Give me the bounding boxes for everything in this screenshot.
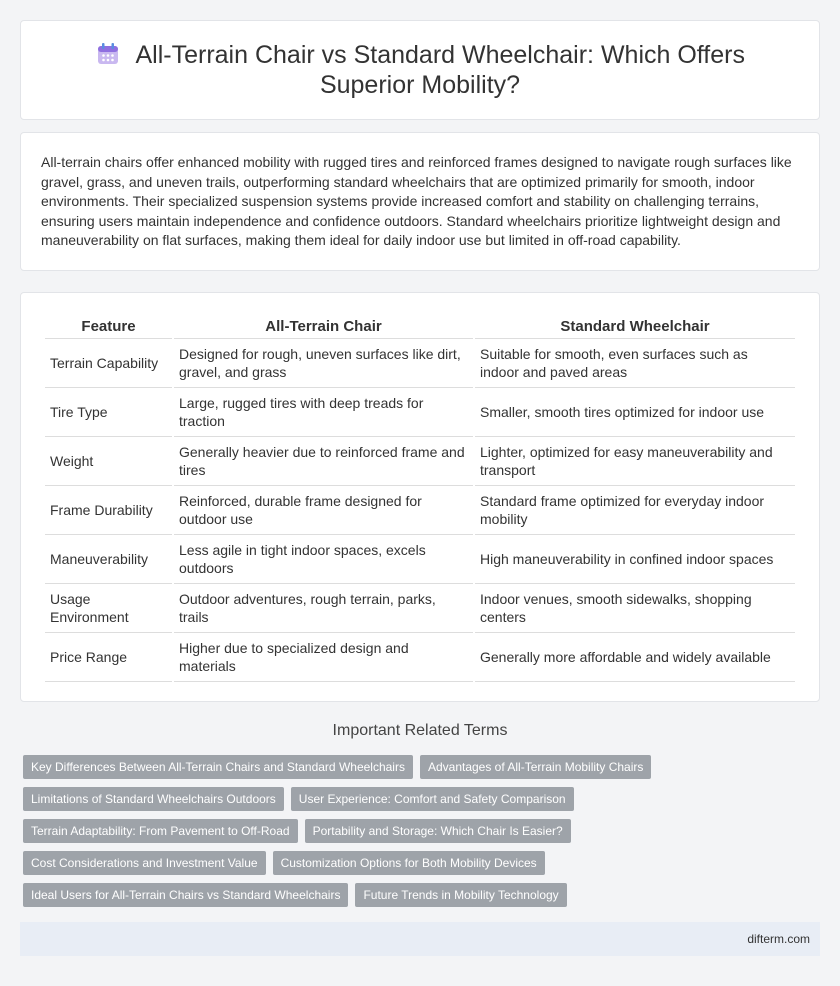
table-row bbox=[45, 388, 795, 437]
comparison-table-card bbox=[20, 292, 820, 702]
table-cell: Reinforced, durable frame designed for outdoor use bbox=[174, 486, 473, 535]
table-cell: Outdoor adventures, rough terrain, parks, trails bbox=[174, 584, 473, 633]
calendar-icon bbox=[95, 41, 121, 67]
table-cell: Smaller, smooth tires optimized for indoor use bbox=[475, 388, 795, 437]
table-row bbox=[45, 339, 795, 388]
table-cell: Standard frame optimized for everyday indoor mobility bbox=[475, 486, 795, 535]
related-term-link[interactable]: Terrain Adaptability: From Pavement to Off-Road bbox=[23, 819, 298, 843]
table-cell: High maneuverability in confined indoor spaces bbox=[475, 535, 795, 584]
table-row bbox=[45, 437, 795, 486]
table-row bbox=[45, 633, 795, 682]
related-term-link[interactable]: Portability and Storage: Which Chair Is Easier? bbox=[305, 819, 571, 843]
table-cell: Designed for rough, uneven surfaces like dirt, gravel, and grass bbox=[174, 339, 473, 388]
table-cell: Maneuverability bbox=[45, 535, 172, 584]
footer-site-name[interactable]: difterm.com bbox=[747, 932, 810, 946]
related-term-link[interactable]: Key Differences Between All-Terrain Chairs and Standard Wheelchairs bbox=[23, 755, 413, 779]
related-term-link[interactable]: Future Trends in Mobility Technology bbox=[355, 883, 566, 907]
table-row bbox=[45, 584, 795, 633]
related-term-link[interactable]: Ideal Users for All-Terrain Chairs vs Standard Wheelchairs bbox=[23, 883, 348, 907]
table-row bbox=[45, 486, 795, 535]
column-header: Standard Wheelchair bbox=[475, 313, 795, 339]
table-cell: Frame Durability bbox=[45, 486, 172, 535]
table-cell: Generally more affordable and widely available bbox=[475, 633, 795, 682]
intro-card bbox=[20, 132, 820, 271]
header-card bbox=[20, 20, 820, 120]
table-cell: Price Range bbox=[45, 633, 172, 682]
table-cell: Higher due to specialized design and materials bbox=[174, 633, 473, 682]
related-terms-title: Important Related Terms bbox=[332, 722, 508, 739]
related-term-link[interactable]: User Experience: Comfort and Safety Comparison bbox=[291, 787, 574, 811]
page-title: All-Terrain Chair vs Standard Wheelchair: Which Offers Superior Mobility? bbox=[135, 41, 745, 99]
related-term-link[interactable]: Customization Options for Both Mobility Devices bbox=[273, 851, 545, 875]
table-cell: Weight bbox=[45, 437, 172, 486]
column-header: Feature bbox=[45, 313, 172, 339]
column-header: All-Terrain Chair bbox=[174, 313, 473, 339]
table-cell: Tire Type bbox=[45, 388, 172, 437]
comparison-table bbox=[43, 313, 797, 682]
related-term-link[interactable]: Limitations of Standard Wheelchairs Outdoors bbox=[23, 787, 284, 811]
table-cell: Generally heavier due to reinforced frame and tires bbox=[174, 437, 473, 486]
table-cell: Suitable for smooth, even surfaces such as indoor and paved areas bbox=[475, 339, 795, 388]
related-term-link[interactable]: Cost Considerations and Investment Value bbox=[23, 851, 266, 875]
table-cell: Lighter, optimized for easy maneuverability and transport bbox=[475, 437, 795, 486]
title-wrap bbox=[60, 40, 780, 100]
table-cell: Less agile in tight indoor spaces, excels outdoors bbox=[174, 535, 473, 584]
related-term-link[interactable]: Advantages of All-Terrain Mobility Chairs bbox=[420, 755, 651, 779]
footer bbox=[20, 922, 820, 956]
table-row bbox=[45, 535, 795, 584]
table-cell: Terrain Capability bbox=[45, 339, 172, 388]
table-header-row bbox=[45, 313, 795, 339]
table-cell: Usage Environment bbox=[45, 584, 172, 633]
related-terms-list bbox=[23, 755, 823, 915]
table-cell: Indoor venues, smooth sidewalks, shopping centers bbox=[475, 584, 795, 633]
table-cell: Large, rugged tires with deep treads for traction bbox=[174, 388, 473, 437]
intro-paragraph: All-terrain chairs offer enhanced mobility with rugged tires and reinforced frames designed to navigate rough surfaces like gravel, grass, and uneven trails, outperforming standard wheelchairs that are optimized primarily for smooth, indoor environments. Their specialized suspension systems provide increased comfort and stability on challenging terrains, ensuring users maintain independence and confidence outdoors. Standard wheelchairs prioritize lightweight design and maneuverability on flat surfaces, making them ideal for daily indoor use but limited in off-road capability. bbox=[41, 154, 792, 248]
